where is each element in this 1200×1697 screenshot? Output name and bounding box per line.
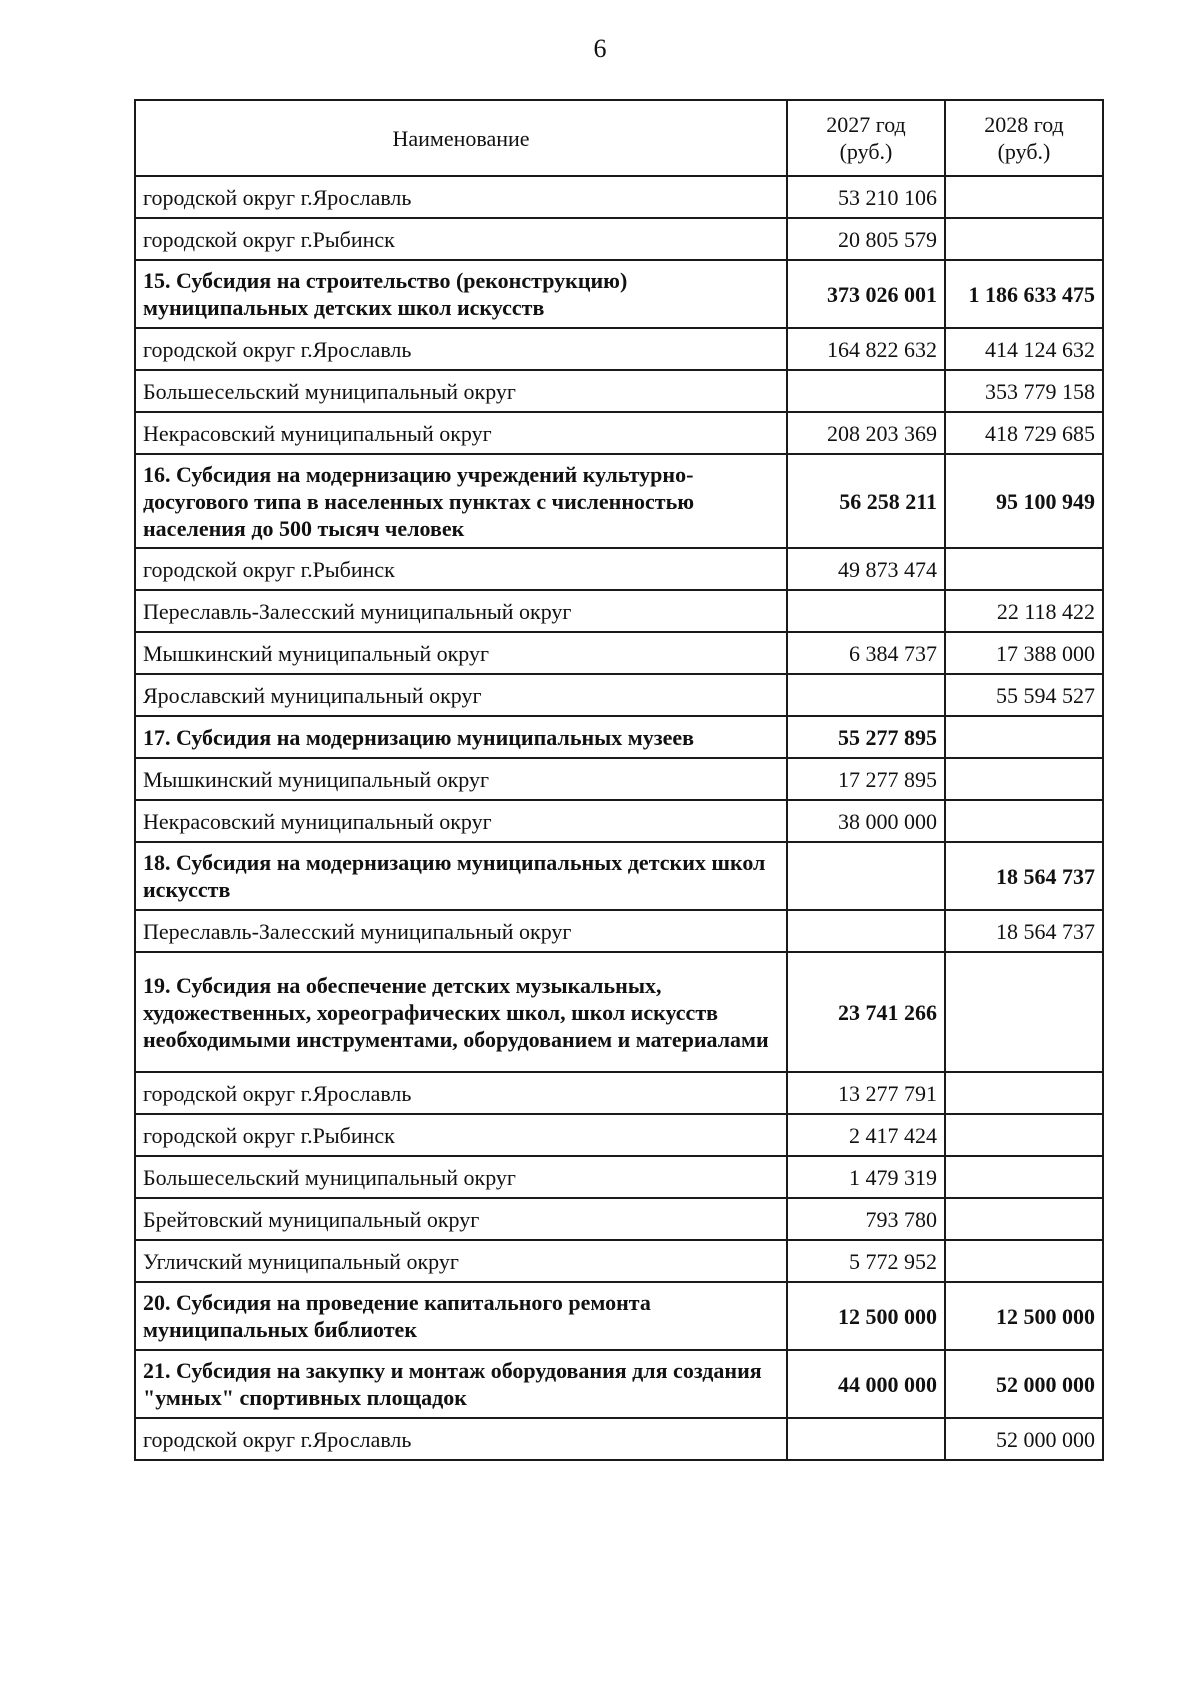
budget-table (134, 99, 1104, 1461)
row-2027-value (787, 370, 945, 412)
row-name-cell: Некрасовский муниципальный округ (135, 800, 787, 842)
header-2028-year: 2028 год (984, 112, 1064, 137)
row-2028-value (945, 1114, 1103, 1156)
table-body (135, 176, 1103, 1460)
row-2027-value: 208 203 369 (787, 412, 945, 454)
row-name-cell: Мышкинский муниципальный округ (135, 632, 787, 674)
table-row (135, 1156, 1103, 1198)
row-2027-value: 49 873 474 (787, 548, 945, 590)
row-2027-value: 20 805 579 (787, 218, 945, 260)
header-2027-unit: (руб.) (839, 139, 893, 164)
row-name-cell: 21. Субсидия на закупку и монтаж оборудования для создания "умных" спортивных площадок (135, 1350, 787, 1418)
row-name-cell: Брейтовский муниципальный округ (135, 1198, 787, 1240)
row-2028-value (945, 1072, 1103, 1114)
table-row (135, 800, 1103, 842)
row-name-cell: городской округ г.Ярославль (135, 176, 787, 218)
row-2027-value: 38 000 000 (787, 800, 945, 842)
row-2027-value: 23 741 266 (787, 952, 945, 1072)
table-header-row (135, 100, 1103, 176)
row-2027-value: 55 277 895 (787, 716, 945, 758)
table-row (135, 758, 1103, 800)
row-name-cell: Ярославский муниципальный округ (135, 674, 787, 716)
row-2028-value (945, 952, 1103, 1072)
row-name-cell: городской округ г.Ярославль (135, 328, 787, 370)
table-row-subsidy-total (135, 1350, 1103, 1418)
row-2028-value: 55 594 527 (945, 674, 1103, 716)
table-row (135, 218, 1103, 260)
row-2028-value: 418 729 685 (945, 412, 1103, 454)
table-row (135, 910, 1103, 952)
row-2028-value: 17 388 000 (945, 632, 1103, 674)
row-name-cell: Большесельский муниципальный округ (135, 370, 787, 412)
row-2028-value: 353 779 158 (945, 370, 1103, 412)
row-name-cell: 19. Субсидия на обеспечение детских музыкальных, художественных, хореографических школ, школ искусств необходимыми инструментами, оборудованием и материалами (135, 952, 787, 1072)
table-row (135, 328, 1103, 370)
table-row (135, 412, 1103, 454)
row-2028-value (945, 800, 1103, 842)
table-row (135, 632, 1103, 674)
row-2027-value: 12 500 000 (787, 1282, 945, 1350)
row-2027-value: 17 277 895 (787, 758, 945, 800)
row-2027-value: 6 384 737 (787, 632, 945, 674)
row-2028-value (945, 1198, 1103, 1240)
row-name-cell: 16. Субсидия на модернизацию учреждений культурно-досугового типа в населенных пунктах с численностью населения до 500 тысяч человек (135, 454, 787, 548)
table-row (135, 176, 1103, 218)
table-row (135, 1114, 1103, 1156)
row-2027-value: 164 822 632 (787, 328, 945, 370)
table-row (135, 1072, 1103, 1114)
header-2028-unit: (руб.) (997, 139, 1051, 164)
row-2028-value (945, 758, 1103, 800)
row-2027-value: 5 772 952 (787, 1240, 945, 1282)
row-2028-value (945, 1156, 1103, 1198)
row-2027-value (787, 590, 945, 632)
row-name-cell: Мышкинский муниципальный округ (135, 758, 787, 800)
row-2028-value: 1 186 633 475 (945, 260, 1103, 328)
table-row-subsidy-total (135, 716, 1103, 758)
row-name-cell: городской округ г.Рыбинск (135, 218, 787, 260)
table-row (135, 548, 1103, 590)
table-row-subsidy-total (135, 454, 1103, 548)
table-row-subsidy-total (135, 842, 1103, 910)
row-2028-value (945, 1240, 1103, 1282)
page-number: 6 (593, 34, 607, 63)
table-row-subsidy-total (135, 260, 1103, 328)
row-name-cell: Некрасовский муниципальный округ (135, 412, 787, 454)
table-row (135, 1198, 1103, 1240)
row-name-cell: 17. Субсидия на модернизацию муниципальных музеев (135, 716, 787, 758)
row-name-cell: городской округ г.Рыбинск (135, 548, 787, 590)
row-2027-value: 44 000 000 (787, 1350, 945, 1418)
row-2027-value: 1 479 319 (787, 1156, 945, 1198)
row-name-cell: Переславль-Залесский муниципальный округ (135, 590, 787, 632)
row-2027-value: 13 277 791 (787, 1072, 945, 1114)
header-2027 (787, 100, 945, 176)
table-row (135, 1240, 1103, 1282)
row-name-cell: 18. Субсидия на модернизацию муниципальных детских школ искусств (135, 842, 787, 910)
row-2027-value (787, 674, 945, 716)
table-row (135, 674, 1103, 716)
row-2027-value: 56 258 211 (787, 454, 945, 548)
row-2028-value (945, 716, 1103, 758)
table-row (135, 590, 1103, 632)
row-2027-value (787, 1418, 945, 1460)
row-2028-value: 414 124 632 (945, 328, 1103, 370)
row-2028-value (945, 176, 1103, 218)
row-name-cell: городской округ г.Ярославль (135, 1072, 787, 1114)
header-name: Наименование (135, 100, 787, 176)
table-row (135, 1418, 1103, 1460)
row-name-cell: городской округ г.Ярославль (135, 1418, 787, 1460)
row-2028-value (945, 218, 1103, 260)
row-2028-value: 12 500 000 (945, 1282, 1103, 1350)
row-name-cell: Угличский муниципальный округ (135, 1240, 787, 1282)
row-2028-value: 18 564 737 (945, 842, 1103, 910)
row-2027-value (787, 910, 945, 952)
row-2027-value (787, 842, 945, 910)
row-name-cell: 20. Субсидия на проведение капитального ремонта муниципальных библиотек (135, 1282, 787, 1350)
table-row-subsidy-total (135, 1282, 1103, 1350)
row-2027-value: 373 026 001 (787, 260, 945, 328)
row-name-cell: Переславль-Залесский муниципальный округ (135, 910, 787, 952)
row-name-cell: городской округ г.Рыбинск (135, 1114, 787, 1156)
header-2028 (945, 100, 1103, 176)
header-2027-year: 2027 год (826, 112, 906, 137)
row-2028-value (945, 548, 1103, 590)
row-2027-value: 793 780 (787, 1198, 945, 1240)
row-2028-value: 52 000 000 (945, 1418, 1103, 1460)
row-2027-value: 53 210 106 (787, 176, 945, 218)
table-row (135, 370, 1103, 412)
row-2027-value: 2 417 424 (787, 1114, 945, 1156)
row-2028-value: 18 564 737 (945, 910, 1103, 952)
table-row-subsidy-total (135, 952, 1103, 1072)
row-name-cell: Большесельский муниципальный округ (135, 1156, 787, 1198)
row-name-cell: 15. Субсидия на строительство (реконструкцию) муниципальных детских школ искусств (135, 260, 787, 328)
row-2028-value: 22 118 422 (945, 590, 1103, 632)
row-2028-value: 95 100 949 (945, 454, 1103, 548)
row-2028-value: 52 000 000 (945, 1350, 1103, 1418)
